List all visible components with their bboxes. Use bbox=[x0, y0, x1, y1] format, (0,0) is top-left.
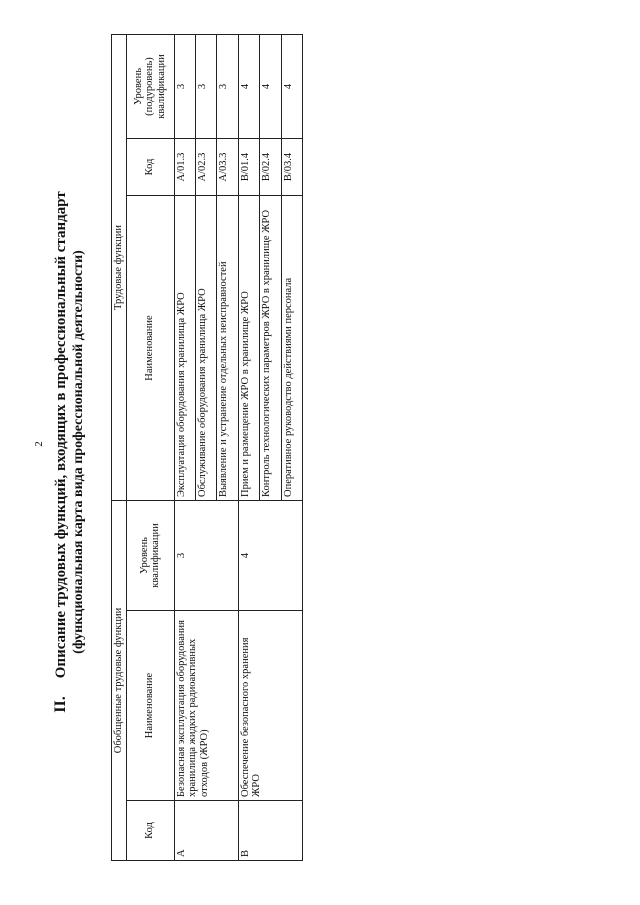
tf-name-cell: Обслуживание оборудования хранилища ЖРО bbox=[195, 196, 216, 501]
col-header-tf-code: Код bbox=[126, 139, 174, 196]
tf-name-cell: Эксплуатация оборудования хранилища ЖРО bbox=[174, 196, 195, 501]
heading-line-1 bbox=[52, 172, 70, 732]
functional-map-table-wrapper bbox=[111, 35, 303, 861]
tf-level-cell: 4 bbox=[281, 34, 302, 138]
gf-level-cell: 4 bbox=[238, 501, 302, 611]
gf-name-cell: Безопасная эксплуатация оборудования хранилища жидких радиоактивных отходов (ЖРО) bbox=[174, 611, 238, 801]
section-number: II. bbox=[52, 696, 69, 713]
table-column-header-row bbox=[126, 34, 174, 860]
table-row bbox=[174, 34, 195, 860]
tf-name-cell: Контроль технологических параметров ЖРО в хранилище ЖРО bbox=[260, 196, 281, 501]
heading-title: Описание трудовых функций, входящих в профессиональный стандарт bbox=[53, 191, 69, 679]
tf-name-cell: Прием и размещение ЖРО в хранилище ЖРО bbox=[238, 196, 259, 501]
col-header-tf-level: Уровень (подуровень) квалификации bbox=[126, 34, 174, 138]
col-header-tf-name: Наименование bbox=[126, 196, 174, 501]
tf-level-cell: 3 bbox=[174, 34, 195, 138]
section-heading bbox=[52, 172, 112, 732]
gf-name-cell: Обеспечение безопасного хранения ЖРО bbox=[238, 611, 302, 801]
tf-name-cell: Выявление и устранение отдельных неисправностей bbox=[217, 196, 238, 501]
tf-code-cell: A/01.3 bbox=[174, 139, 195, 196]
col-header-code: Код bbox=[126, 801, 174, 861]
tf-code-cell: B/02.4 bbox=[260, 139, 281, 196]
tf-code-cell: A/02.3 bbox=[195, 139, 216, 196]
gf-code-cell: A bbox=[174, 801, 238, 861]
col-header-qual-level: Уровень квалификации bbox=[126, 501, 174, 611]
tf-level-cell: 4 bbox=[260, 34, 281, 138]
functional-map-table bbox=[111, 34, 303, 861]
gf-code-cell: B bbox=[238, 801, 302, 861]
page-number: 2 bbox=[32, 441, 45, 447]
gf-level-cell: 3 bbox=[174, 501, 238, 611]
tf-name-cell: Оперативное руководство действиями персонала bbox=[281, 196, 302, 501]
table-row bbox=[238, 34, 259, 860]
tf-level-cell: 3 bbox=[195, 34, 216, 138]
tf-level-cell: 4 bbox=[238, 34, 259, 138]
tf-level-cell: 3 bbox=[217, 34, 238, 138]
heading-subtitle: (функциональная карта вида профессиональной деятельности) bbox=[71, 250, 86, 654]
labor-functions-header: Трудовые функции bbox=[112, 34, 127, 500]
table-group-header-row bbox=[112, 34, 127, 860]
col-header-name: Наименование bbox=[126, 611, 174, 801]
tf-code-cell: A/03.3 bbox=[217, 139, 238, 196]
tf-code-cell: B/03.4 bbox=[281, 139, 302, 196]
tf-code-cell: B/01.4 bbox=[238, 139, 259, 196]
generalized-functions-header: Обобщенные трудовые функции bbox=[112, 501, 127, 861]
